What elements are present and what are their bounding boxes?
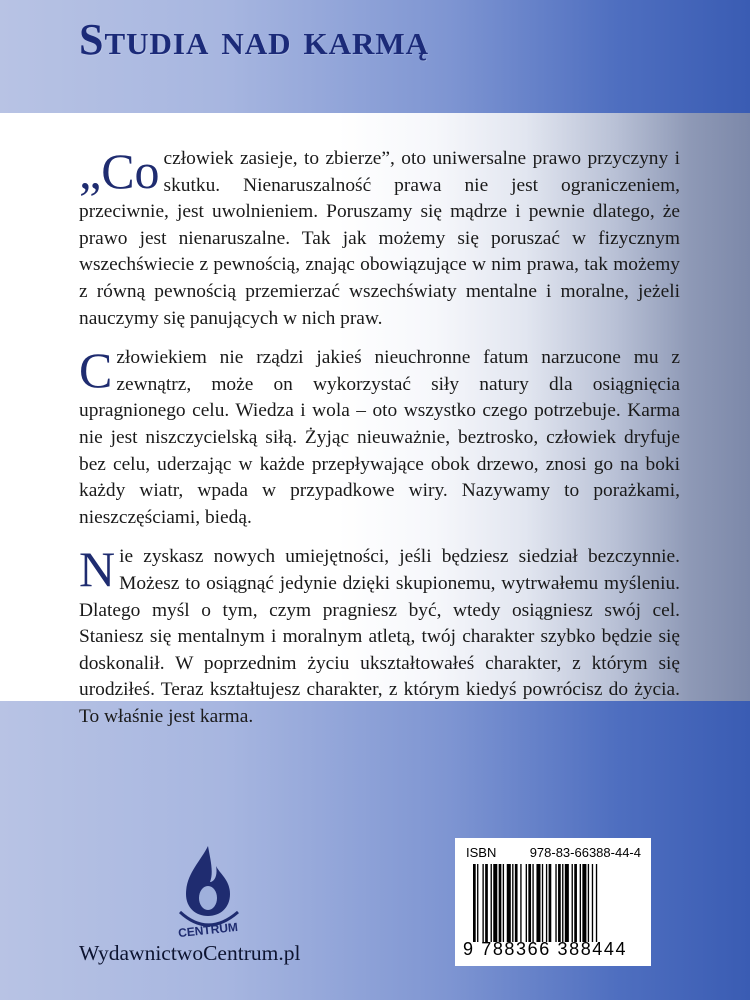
barcode-bar (503, 864, 504, 942)
barcode-bar (549, 864, 552, 942)
barcode-bar (562, 864, 563, 942)
drop-cap-1: „Co (79, 143, 160, 199)
barcode-bar (536, 864, 540, 942)
barcode-bar (499, 864, 502, 942)
barcode-bar (574, 864, 577, 942)
barcode-bar (588, 864, 589, 942)
isbn-barcode (455, 838, 651, 966)
barcode-bar (528, 864, 531, 942)
isbn-label: ISBN (466, 845, 497, 860)
publisher-logo (160, 842, 255, 942)
drop-cap-2: C (79, 342, 113, 399)
paragraph-3-text: ie zyskasz nowych umiejętności, jeśli będziesz siedział bezczynnie. Możesz to osiągnąć jedynie dzięki skupionemu, wytrwałemu myśleniu. Dlatego myśl o tym, czym pragniesz być, wtedy osiągniesz swój cel. Staniesz się mentalnym i moralnym atletą, twój charakter szybko będzie się doskonalił. W poprzednim życiu ukształtowałeś charakter, z którym się urodziłeś. Teraz kształtujesz charakter, z którym kiedyś powrócisz do życia. To właśnie jest karma. (79, 546, 680, 727)
paragraph-2-text: złowiekiem nie rządzi jakieś nieuchronne fatum narzucone mu z zewnątrz, może on wykorzystać siły natury dla osiągnięcia upragnionego celu. Wiedza i wola – oto wszystko czego potrzebuje. Karma nie jest niszczycielską siłą. Żyjąc nieuważnie, beztrosko, człowiek dryfuje bez celu, uderzając w każde przepływające obok drzewo, znosi go na boki każdy wiatr, wpada w przypadkowe wiry. Nazywamy to porażkami, nieszczęściami, biedą. (79, 347, 680, 528)
back-cover-text (79, 143, 680, 743)
barcode-bar (572, 864, 573, 942)
book-title: Studia nad karmą (79, 15, 430, 64)
barcode-bar (596, 864, 597, 942)
barcode-bar (592, 864, 593, 942)
paragraph-2 (79, 342, 680, 531)
paragraph-1-text: człowiek zasieje, to zbierze”, oto uniwersalne prawo przyczyny i skutku. Nienaruszalność prawa nie jest ograniczeniem, przeciwnie, jest uwolnieniem. Poruszamy się mądrze i pewnie dlatego, że prawo jest nienaruszalne. Tak jak możemy się poruszać w fizycznym wszechświecie z pewnością, znając obowiązujące w nim prawa, tak możemy z równą pewnością przemierzać wszechświaty mentalne i moralne, jeżeli nauczymy się panujących w nich praw. (79, 148, 680, 329)
isbn-number: 978-83-66388-44-4 (529, 845, 641, 860)
paragraph-1 (79, 143, 680, 332)
barcode-bar (580, 864, 581, 942)
barcode-bar (493, 864, 497, 942)
barcode-bars (473, 864, 637, 942)
barcode-bar (507, 864, 511, 942)
barcode-bar (558, 864, 561, 942)
paragraph-3 (79, 541, 680, 730)
barcode-bar (482, 864, 483, 942)
barcode-bar (542, 864, 543, 942)
barcode-bar (565, 864, 569, 942)
barcode-bar (555, 864, 556, 942)
barcode-bar (473, 864, 476, 942)
drop-cap-3: N (79, 541, 116, 598)
flame-drop-icon (180, 846, 238, 925)
publisher-website[interactable]: WydawnictwoCentrum.pl (79, 941, 301, 965)
barcode-bar (582, 864, 586, 942)
logo-wordmark: CENTRUM (177, 919, 239, 941)
barcode-digits: 9 788366 388444 (463, 939, 628, 959)
barcode-bar (515, 864, 518, 942)
barcode-bar (532, 864, 533, 942)
barcode-bar (526, 864, 527, 942)
barcode-bar (520, 864, 521, 942)
barcode-bar (546, 864, 547, 942)
barcode-bar (485, 864, 488, 942)
barcode-bar (477, 864, 478, 942)
barcode-bar (512, 864, 513, 942)
barcode-bar (491, 864, 492, 942)
